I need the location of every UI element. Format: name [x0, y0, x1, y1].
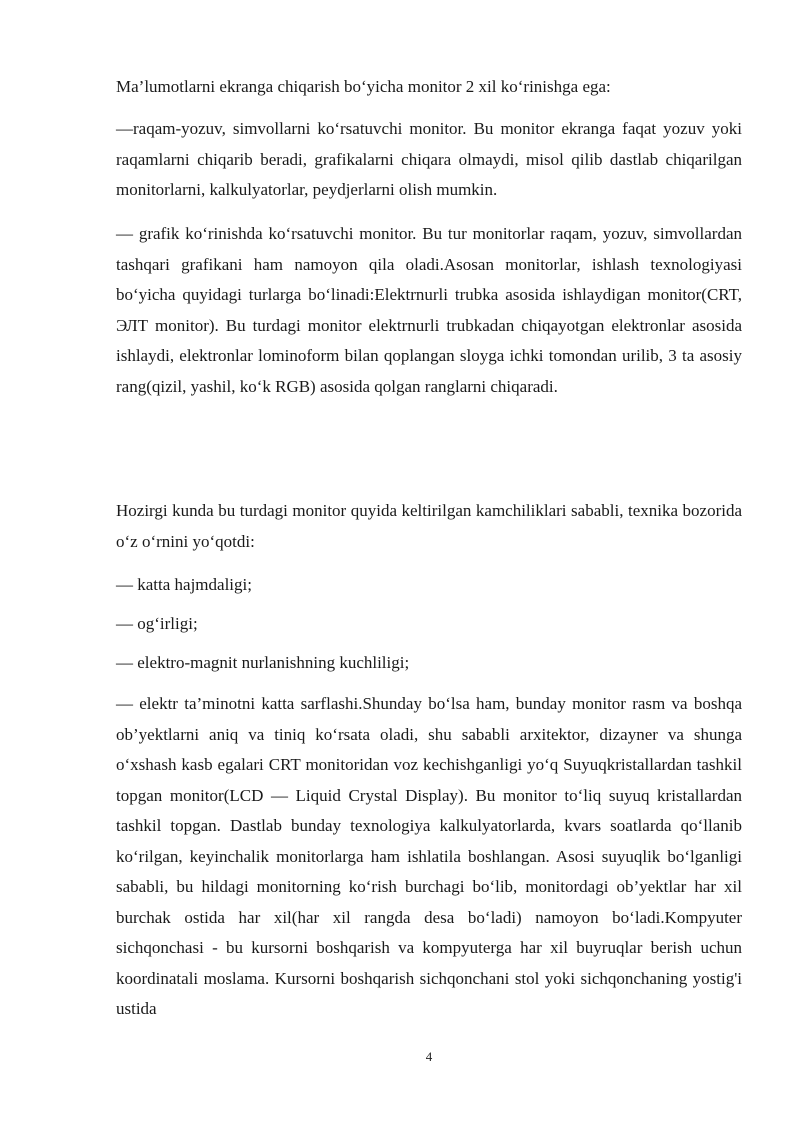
paragraph-text-monitor: —raqam-yozuv, simvollarni ko‘rsatuvchi monitor. Bu monitor ekranga faqat yozuv yoki raqamlarni chiqarib beradi, grafikalarni chiqara olmaydi, misol qilib dastlab chiqarilgan monitorlarni, kalkulyatorlar, peydjerlarni olish mumkin.: [116, 119, 742, 199]
list-item-radiation: — elektro-magnit nurlanishning kuchliligi;: [116, 653, 410, 672]
list-item-size: — katta hajmdaligi;: [116, 575, 252, 594]
paragraph-lcd-and-mouse: — elektr ta’minotni katta sarflashi.Shunday bo‘lsa ham, bunday monitor rasm va boshqa ob’yektlarni aniq va tiniq ko‘rsata oladi, shu sababli arxitektor, dizayner va shunga o‘xshash kasb egalari CRT monitoridan voz kechishganligi yo‘q Suyuqkristallardan tashkil topgan monitor(LCD — Liquid Crystal Display). Bu monitor to‘liq suyuq kristallardan tashkil topgan. Dastlab bunday texnologiya kalkulyatorlarda, kvars soatlarda qo‘llanib ko‘rilgan, keyinchalik monitorlarga ham ishlatila boshlangan. Asosi suyuqlik bo‘lganligi sababli, bu hildagi monitorning ko‘rish burchagi bo‘lib, monitordagi ob’yektlar har xil burchak ostida har xil(har xil rangda desa bo‘ladi) namoyon bo‘ladi.Kompyuter sichqonchasi - bu kursorni boshqarish va kompyuterga har xil buyruqlar berish uchun koordinatali moslama. Kursorni boshqarish sichqonchani stol yoki sichqonchaning yostig'i ustida: [116, 694, 742, 1018]
list-item-weight: — og‘irligi;: [116, 614, 198, 633]
paragraph-disadvantages-intro: Hozirgi kunda bu turdagi monitor quyida keltirilgan kamchiliklari sababli, texnika bozorida o‘z o‘rnini yo‘qotdi:: [116, 501, 742, 551]
paragraph-intro: Ma’lumotlarni ekranga chiqarish bo‘yicha monitor 2 xil ko‘rinishga ega:: [116, 77, 611, 96]
page-number: 4: [425, 1049, 433, 1064]
paragraph-graphic-monitor: — grafik ko‘rinishda ko‘rsatuvchi monitor. Bu tur monitorlar raqam, yozuv, simvollardan tashqari grafikani ham namoyon qila oladi.Asosan monitorlar, ishlash texnologiyasi bo‘yicha quyidagi turlarga bo‘linadi:Elektrnurli trubka asosida ishlaydigan monitor(CRT, ЭЛТ monitor). Bu turdagi monitor elektrnurli trubkadan chiqayotgan elektronlar asosida ishlaydi, elektronlar lominoform bilan qoplangan sloyga ichki tomondan urilib, 3 ta asosiy rang(qizil, yashil, ko‘k RGB) asosida qolgan ranglarni chiqaradi.: [116, 224, 742, 396]
